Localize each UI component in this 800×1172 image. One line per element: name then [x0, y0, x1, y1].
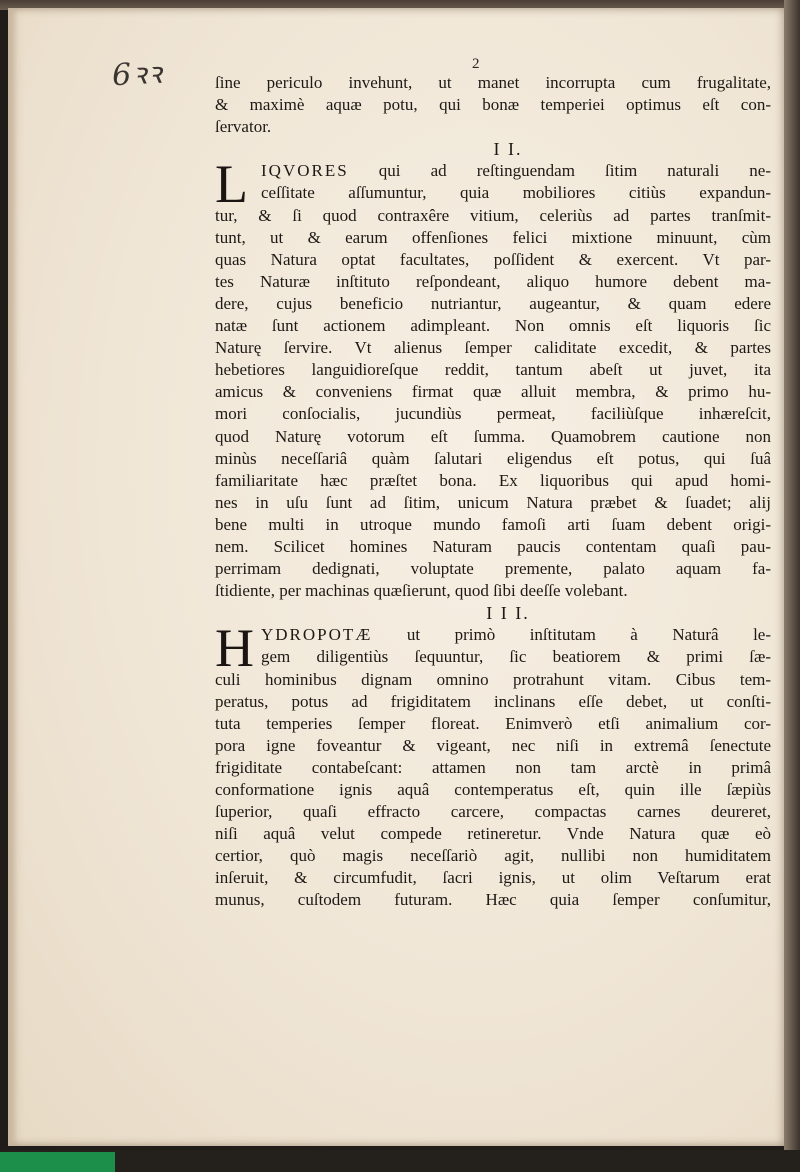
text-line: tes Naturæ inſtituto reſpondeant, aliquo humore debent ma- [215, 271, 771, 291]
text-line: pora igne foveantur & vigeant, nec niſi in extremâ ſenectute [215, 735, 771, 755]
scan-bottom-edge [0, 1150, 800, 1172]
lead-line-rest: qui ad reſtinguendam ſitim naturali ne- [348, 161, 771, 181]
text-line: familiaritate hæc præſtet bona. Ex liquoribus qui apud homi- [215, 470, 771, 490]
text-line: quod Naturę votorum eſt ſumma. Quamobrem cautione non [215, 426, 771, 446]
intro-paragraph [215, 72, 771, 138]
text-line: ſine periculo invehunt, ut manet incorrupta cum frugalitate, [215, 73, 771, 92]
text-line: & maximè aquæ potu, qui bonæ temperiei optimus eſt con- [215, 95, 771, 115]
text-line: certior, quò magis neceſſariò agit, nullibi non humiditatem [215, 846, 771, 866]
section-heading-2: I I. [493, 139, 523, 160]
text-line: ſervator. [215, 117, 272, 137]
page-gutter-shadow [8, 8, 18, 1146]
page-number: 2 [472, 56, 480, 72]
book-right-edge [784, 0, 800, 1172]
section-heading-3: I I I. [486, 603, 530, 624]
drop-cap-letter: H [215, 618, 254, 679]
text-line: nes in uſu ſunt ad ſitim, unicum Natura præbet & ſuadet; alij [215, 492, 771, 512]
section-3-paragraph [215, 618, 771, 911]
text-line: dere, cujus beneficio nutriantur, augeantur, & quam edere [215, 293, 771, 313]
text-line: natæ ſunt actionem adimpleant. Non omnis eſt liquoris ſic [215, 316, 771, 336]
text-line: minùs neceſſariâ quàm ſalutari eligendus eſt potus, qui ſuâ [215, 448, 771, 468]
text-line: ceſſitate aſſumuntur, quia mobiliores citiùs expandun- [261, 183, 771, 203]
text-line: tunt, ut & earum offenſiones felici mixtione minuunt, cùm [215, 227, 771, 247]
text-line: quas Natura optat facultates, poſſident & exercent. Vt par- [215, 249, 771, 269]
text-line: conformatione ignis aquâ contemperatus eſt, quin ille ſæpiùs [215, 780, 771, 799]
text-line: frigiditate contabeſcant: attamen non tam arctè in primâ [215, 757, 771, 777]
text-line: mori conſocialis, jucundiùs permeat, faciliùſque inhæreſcit, [215, 404, 771, 424]
text-line [215, 624, 771, 646]
text-line: inſeruit, & circumfudit, ſacri ignis, ut olim Veſtarum erat [215, 868, 771, 888]
color-calibration-tab [0, 1152, 115, 1172]
lead-line-rest: ut primò inſtitutam à Naturâ le- [372, 625, 771, 645]
handwritten-folio-note: 6ꝛꝛ [111, 55, 164, 94]
text-line: ſuperior, quaſi effracto carcere, compactas carnes deureret, [215, 802, 771, 822]
text-line: Naturę ſervire. Vt alienus ſemper caliditate excedit, & partes [215, 338, 771, 358]
drop-cap-letter: L [215, 154, 248, 215]
text-line: amicus & conveniens firmat quæ alluit membra, & primo hu- [215, 382, 771, 402]
text-line: tuta temperies ſemper floreat. Enimverò etſi animalium cor- [215, 713, 771, 733]
text-line: bene multi in utroque mundo famoſi arti ſuam debent origi- [215, 514, 771, 534]
main-text [215, 72, 771, 912]
text-line: ſtidiente, per machinas quæſierunt, quod ſibi deeſſe volebant. [215, 581, 628, 601]
text-line: nem. Scilicet homines Naturam paucis contentam quaſi pau- [215, 536, 771, 556]
lead-word: YDROPOTÆ [261, 625, 373, 645]
text-line [215, 160, 771, 182]
text-line: munus, cuſtodem futuram. Hæc quia ſemper conſumitur, [215, 890, 771, 910]
text-line: tur, & ſi quod contraxêre vitium, celeriùs ad partes tranſmit- [215, 205, 771, 225]
text-line: perrimam dedignati, voluptate premente, palato aquam fa- [215, 559, 771, 579]
text-line: gem diligentiùs ſequuntur, ſic beatiorem & primi ſæ- [261, 647, 771, 667]
text-line: culi hominibus dignam omnino protrahunt vitam. Cibus tem- [215, 669, 771, 689]
text-line: niſi aquâ velut compede retineretur. Vnde Natura quæ eò [215, 824, 771, 844]
text-line: hebetiores languidioreſque reddit, tantum abeſt ut juvet, ita [215, 360, 771, 380]
lead-word: IQVORES [261, 161, 349, 181]
section-2-paragraph [215, 154, 771, 602]
text-line: peratus, potus ad frigiditatem inclinans eſſe debet, ut conſti- [215, 691, 771, 711]
